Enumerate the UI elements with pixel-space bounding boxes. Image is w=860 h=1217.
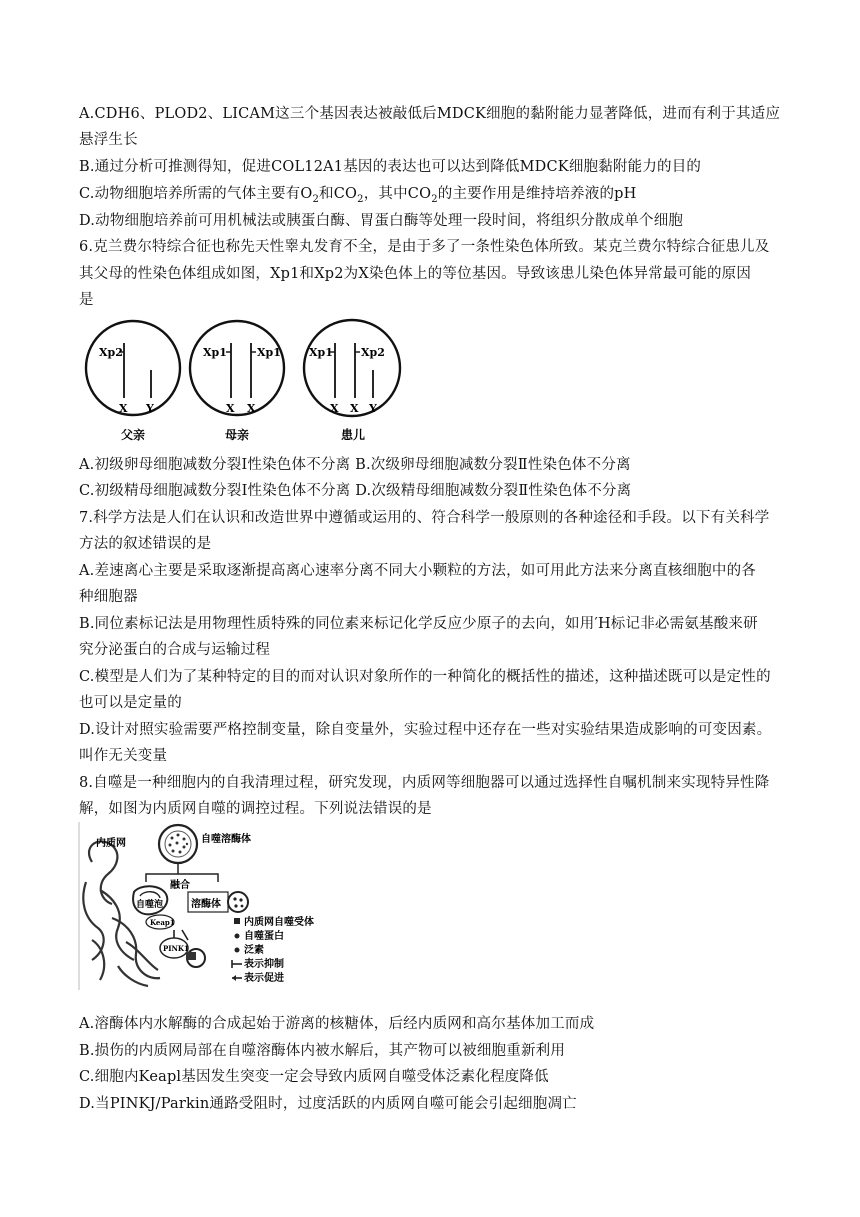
child-label: 患儿 [341, 428, 366, 442]
er-autophagy-figure [78, 820, 354, 992]
q7-stem-line2: 方法的叙述错误的是 [79, 536, 212, 552]
legend-item-5: 表示促进 [244, 973, 284, 984]
child-x-label-2: X [350, 402, 359, 415]
q8-stem-line1: 8.自噬是一种细胞内的自我清理过程，研究发现，内质网等细胞器可以通过选择性自嘱机制来实现特异性降 [79, 775, 770, 791]
father-cell [86, 321, 180, 415]
q5-option-c [79, 184, 789, 210]
q5-c-part1: C.动物细胞培养所需的气体主要有O [79, 186, 313, 202]
er-label: 内质网 [96, 838, 126, 849]
father-xp2-label: Xp2 [99, 346, 123, 359]
fusion-label: 融合 [170, 880, 190, 891]
q6-options-cd: C.初级精母细胞减数分裂Ⅰ性染色体不分离 D.次级精母细胞减数分裂Ⅱ性染色体不分离 [79, 483, 632, 499]
mother-xp1-label: Xp1 [203, 346, 227, 359]
father-label: 父亲 [121, 428, 146, 442]
chromosome-figure [79, 318, 409, 445]
child-y-label: Y [369, 402, 377, 415]
q7-option-a-line2: 种细胞器 [79, 589, 138, 605]
q7-option-c-line1: C.模型是人们为了某种特定的目的而对认识对象所作的一种简化的概括性的描述，这种描述既可以是定性的 [79, 669, 771, 685]
q7-option-d-line1: D.设计对照实验需要严格控制变量，除自变量外，实验过程中还存在一些对实验结果造成影响的可变因素。 [79, 722, 772, 738]
father-x-label: X [119, 402, 128, 415]
q6-options-ab: A.初级卵母细胞减数分裂Ⅰ性染色体不分离 B.次级卵母细胞减数分裂Ⅱ性染色体不分离 [79, 457, 631, 473]
q6-stem-line1: 6.克兰费尔特综合征也称先天性睾丸发育不全，是由于多了一条性染色体所致。某克兰费尔特综合征患儿及 [79, 239, 770, 255]
child-x-label-1: X [330, 402, 339, 415]
mother-x-label-1: X [226, 402, 235, 415]
mother-label: 母亲 [225, 428, 250, 442]
lysosome-label: 溶酶体 [191, 899, 221, 910]
q5-c-part3: ，其中CO [363, 186, 432, 202]
q5-option-a-line1: A.CDH6、PLOD2、LICAM这三个基因表达被敲低后MDCK细胞的黏附能力显著降低，进而有利于其适应 [79, 106, 781, 122]
father-y-label: Y [146, 402, 154, 415]
child-cell [304, 320, 400, 416]
q5-option-a-line2: 悬浮生长 [79, 132, 138, 148]
autolysosome-label: 自噬溶酶体 [201, 834, 251, 845]
q5-c-sub3: 2 [431, 193, 438, 205]
mother-cell [190, 321, 284, 415]
q5-c-sub2: 2 [357, 193, 364, 205]
child-xp2-label: Xp2 [361, 346, 385, 359]
q7-option-d-line2: 叫作无关变量 [79, 748, 168, 764]
q5-option-b: B.通过分析可推测得知，促进COL12A1基因的表达也可以达到降低MDCK细胞黏附能力的目的 [79, 159, 702, 175]
q7-option-a-line1: A.差速离心主要是采取逐渐提高离心速率分离不同大小颗粒的方法，如可用此方法来分离直核细胞中的各 [79, 563, 756, 579]
legend-item-3: 泛素 [244, 945, 264, 956]
q5-c-sub1: 2 [312, 193, 320, 205]
q7-stem-line1: 7.科学方法是人们在认识和改造世界中遵循或运用的、符合科学一般原则的各种途径和手段。以下有关科学 [79, 510, 770, 526]
q6-stem-line2: 其父母的性染色体组成如图，Xp1和Xp2为X染色体上的等位基因。导致该患儿染色体异常最可能的原因 [79, 266, 752, 282]
legend-item-2: 自噬蛋白 [244, 931, 284, 942]
q5-option-d: D.动物细胞培养前可用机械法或胰蛋白酶、胃蛋白酶等处理一段时间，将组织分散成单个细胞 [79, 213, 684, 229]
mother-xp1-label-2: Xp1 [257, 346, 281, 359]
q8-option-a: A.溶酶体内水解酶的合成起始于游离的核糖体，后经内质网和高尔基体加工而成 [79, 1016, 595, 1032]
q6-stem-line3: 是 [79, 292, 94, 308]
legend-item-1: 内质网自噬受体 [244, 917, 314, 928]
autolysosome [159, 825, 197, 863]
q8-stem-line2: 解，如图为内质网自噬的调控过程。下列说法错误的是 [79, 801, 432, 817]
keap1-label: Keap1 [150, 918, 175, 927]
q5-c-part2: 和CO [319, 186, 358, 202]
q7-option-b-line2: 究分泌蛋白的合成与运输过程 [79, 642, 271, 658]
q7-option-b-line1: B.同位素标记法是用物理性质特殊的同位素来标记化学反应少原子的去向，如用′H标记非必需氨基酸来研 [79, 616, 758, 632]
pink1-label: PINK1 [163, 944, 189, 953]
q7-option-c-line2: 也可以是定量的 [79, 695, 182, 711]
mother-x-label-2: X [247, 402, 256, 415]
q5-c-part4: 的主要作用是维持培养液的pH [437, 186, 637, 202]
q8-option-d: D.当PINKJ/Parkin通路受阻时，过度活跃的内质网自噬可能会引起细胞凋亡 [79, 1096, 577, 1112]
child-xp1-label: Xp1 [309, 346, 333, 359]
q8-option-b: B.损伤的内质网局部在自噬溶酶体内被水解后，其产物可以被细胞重新利用 [79, 1043, 566, 1059]
legend-item-4: 表示抑制 [244, 959, 284, 970]
q8-option-c: C.细胞内Keapl基因发生突变一定会导致内质网自噬受体泛素化程度降低 [79, 1069, 549, 1085]
autophagosome-label: 自噬泡 [136, 900, 164, 910]
